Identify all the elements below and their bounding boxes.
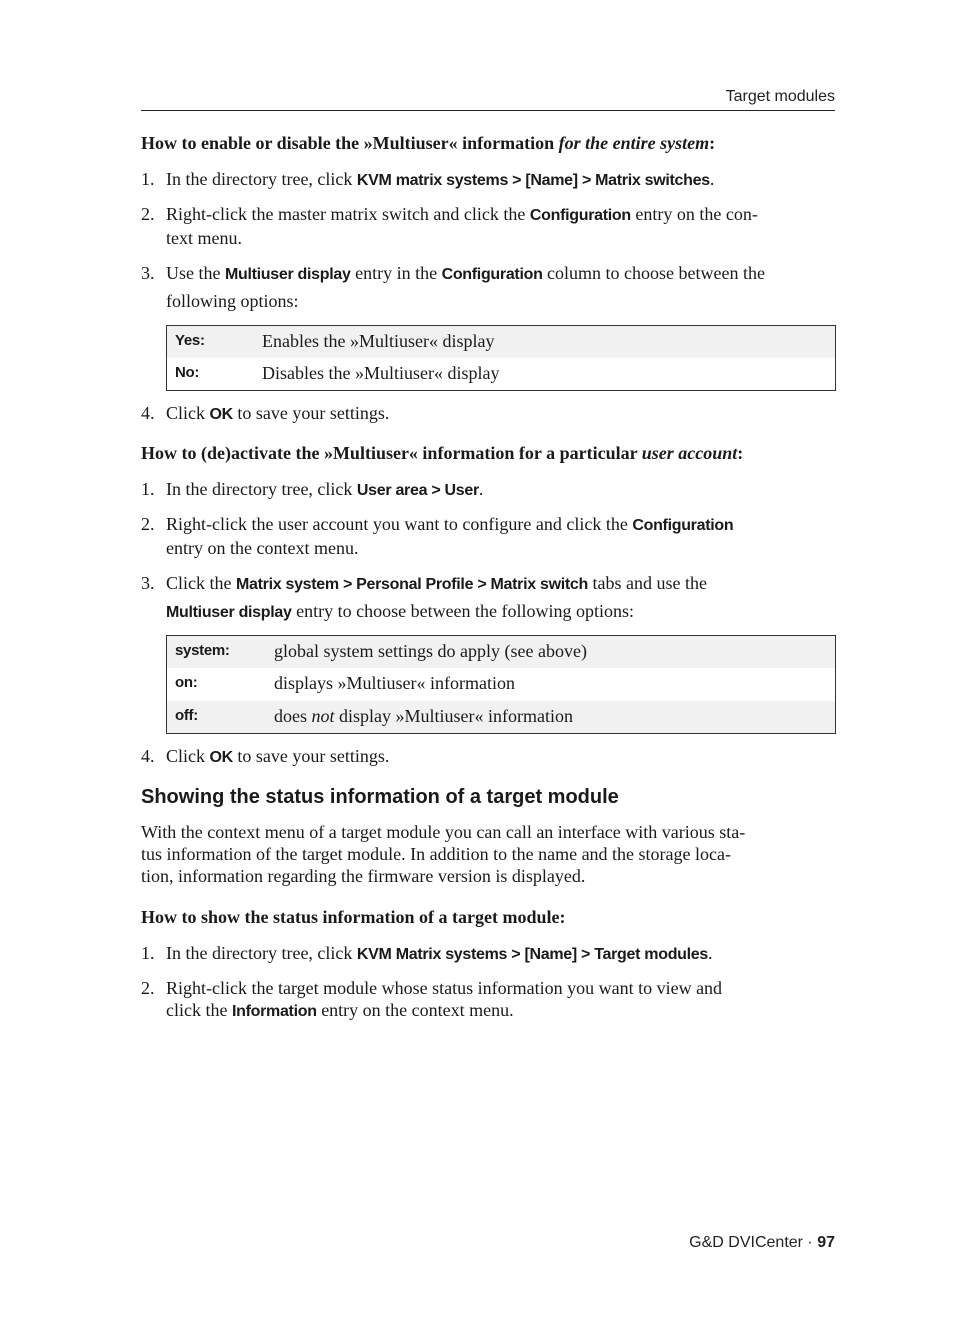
step-4 xyxy=(141,745,835,769)
option-key: No: xyxy=(175,364,200,381)
options-table-user xyxy=(166,635,836,734)
ui-term: Multiuser display xyxy=(166,604,292,621)
ui-term: Information xyxy=(231,1003,317,1020)
step-text: . xyxy=(709,169,715,189)
step-text: click the xyxy=(166,1000,232,1020)
heading-colon: : xyxy=(737,443,744,463)
step-1 xyxy=(141,168,835,192)
page-footer xyxy=(689,1234,835,1252)
step-2 xyxy=(141,513,835,559)
step-3 xyxy=(141,570,835,626)
step-text: Right-click the user account you want to configure and click the xyxy=(166,514,633,534)
paragraph-line: With the context menu of a target module you can call an interface with various sta- xyxy=(141,822,746,842)
page-number: 97 xyxy=(817,1234,835,1251)
section-title: Showing the status information of a target module xyxy=(141,786,619,808)
running-header xyxy=(141,88,835,111)
step-number: 4. xyxy=(141,403,155,423)
option-key: system: xyxy=(175,642,230,659)
intro-paragraph xyxy=(141,821,835,887)
step-number: 3. xyxy=(141,263,155,283)
ui-term: Configuration xyxy=(632,517,734,534)
step-text: . xyxy=(708,943,713,963)
step-number: 1. xyxy=(141,479,155,499)
step-number: 2. xyxy=(141,204,155,224)
ui-term: Multiuser display xyxy=(224,266,351,283)
step-text: to save your settings. xyxy=(232,403,390,423)
option-value-italic: not xyxy=(311,706,335,726)
option-value: displays »Multiuser« information xyxy=(274,673,515,693)
step-text: following options: xyxy=(166,291,299,311)
heading-text: How to (de)activate the »Multiuser« information for a particular xyxy=(141,443,642,463)
step-2 xyxy=(141,977,835,1023)
step-text: Right-click the target module whose status information you want to view and xyxy=(166,978,723,998)
howto-heading-status: How to show the status information of a target module: xyxy=(141,907,566,927)
step-number: 1. xyxy=(141,169,155,189)
step-number: 3. xyxy=(141,573,155,593)
step-text: Click the xyxy=(166,573,236,593)
paragraph-line: tus information of the target module. In addition to the name and the storage loca- xyxy=(141,844,732,864)
step-number: 2. xyxy=(141,978,155,998)
step-text: In the directory tree, click xyxy=(166,943,357,963)
option-value xyxy=(274,705,573,727)
step-text: entry to choose between the following options: xyxy=(291,601,635,621)
option-value-text: display »Multiuser« information xyxy=(334,706,573,726)
step-text: In the directory tree, click xyxy=(166,169,357,189)
step-text: column to choose between the xyxy=(542,263,765,283)
step-text: entry on the context menu. xyxy=(166,538,359,558)
heading-italic: user account xyxy=(641,443,738,463)
ui-term: Configuration xyxy=(529,207,631,224)
step-2 xyxy=(141,203,835,249)
howto-heading-system xyxy=(141,132,835,154)
step-text: Click xyxy=(166,403,210,423)
ui-path: KVM matrix systems > [Name] > Matrix switches xyxy=(356,172,710,189)
option-value: Disables the »Multiuser« display xyxy=(262,363,500,383)
step-text: to save your settings. xyxy=(232,746,390,766)
option-row xyxy=(167,636,835,668)
step-text: In the directory tree, click xyxy=(166,479,357,499)
option-value-text: does xyxy=(274,706,312,726)
header-title: Target modules xyxy=(725,88,835,105)
ui-path: KVM Matrix systems > [Name] > Target modules xyxy=(356,946,708,963)
step-1 xyxy=(141,478,835,502)
step-text: Click xyxy=(166,746,210,766)
step-text: entry on the con- xyxy=(630,204,758,224)
option-row xyxy=(167,668,835,701)
step-text: text menu. xyxy=(166,228,242,248)
step-text: Use the xyxy=(166,263,225,283)
step-3 xyxy=(141,260,835,314)
step-text: entry on the context menu. xyxy=(316,1000,514,1020)
option-value: global system settings do apply (see above) xyxy=(274,641,587,661)
step-text: tabs and use the xyxy=(587,573,707,593)
step-text: . xyxy=(478,479,484,499)
howto-heading-user xyxy=(141,442,835,464)
option-row xyxy=(167,701,835,733)
ui-path: Matrix system > Personal Profile > Matrix switch xyxy=(236,576,588,593)
option-row xyxy=(167,358,835,390)
step-text: entry in the xyxy=(350,263,442,283)
ui-path: User area > User xyxy=(356,482,479,499)
option-key: on: xyxy=(175,674,198,691)
option-value: Enables the »Multiuser« display xyxy=(262,331,495,351)
step-number: 1. xyxy=(141,943,155,963)
option-key: Yes: xyxy=(175,332,205,349)
ui-term: OK xyxy=(209,406,233,423)
heading-text: How to enable or disable the »Multiuser« information xyxy=(141,133,559,153)
step-number: 4. xyxy=(141,746,155,766)
heading-italic: for the entire system xyxy=(558,133,710,153)
heading-colon: : xyxy=(709,133,716,153)
footer-product: G&D DVICenter · xyxy=(689,1234,818,1251)
step-number: 2. xyxy=(141,514,155,534)
ui-term: OK xyxy=(209,749,233,766)
step-4 xyxy=(141,402,835,426)
options-table-system xyxy=(166,325,836,391)
step-text: Right-click the master matrix switch and click the xyxy=(166,204,530,224)
option-row xyxy=(167,326,835,358)
ui-term: Configuration xyxy=(441,266,543,283)
option-key: off: xyxy=(175,707,198,724)
step-1 xyxy=(141,942,835,966)
paragraph-line: tion, information regarding the firmware version is displayed. xyxy=(141,866,586,886)
